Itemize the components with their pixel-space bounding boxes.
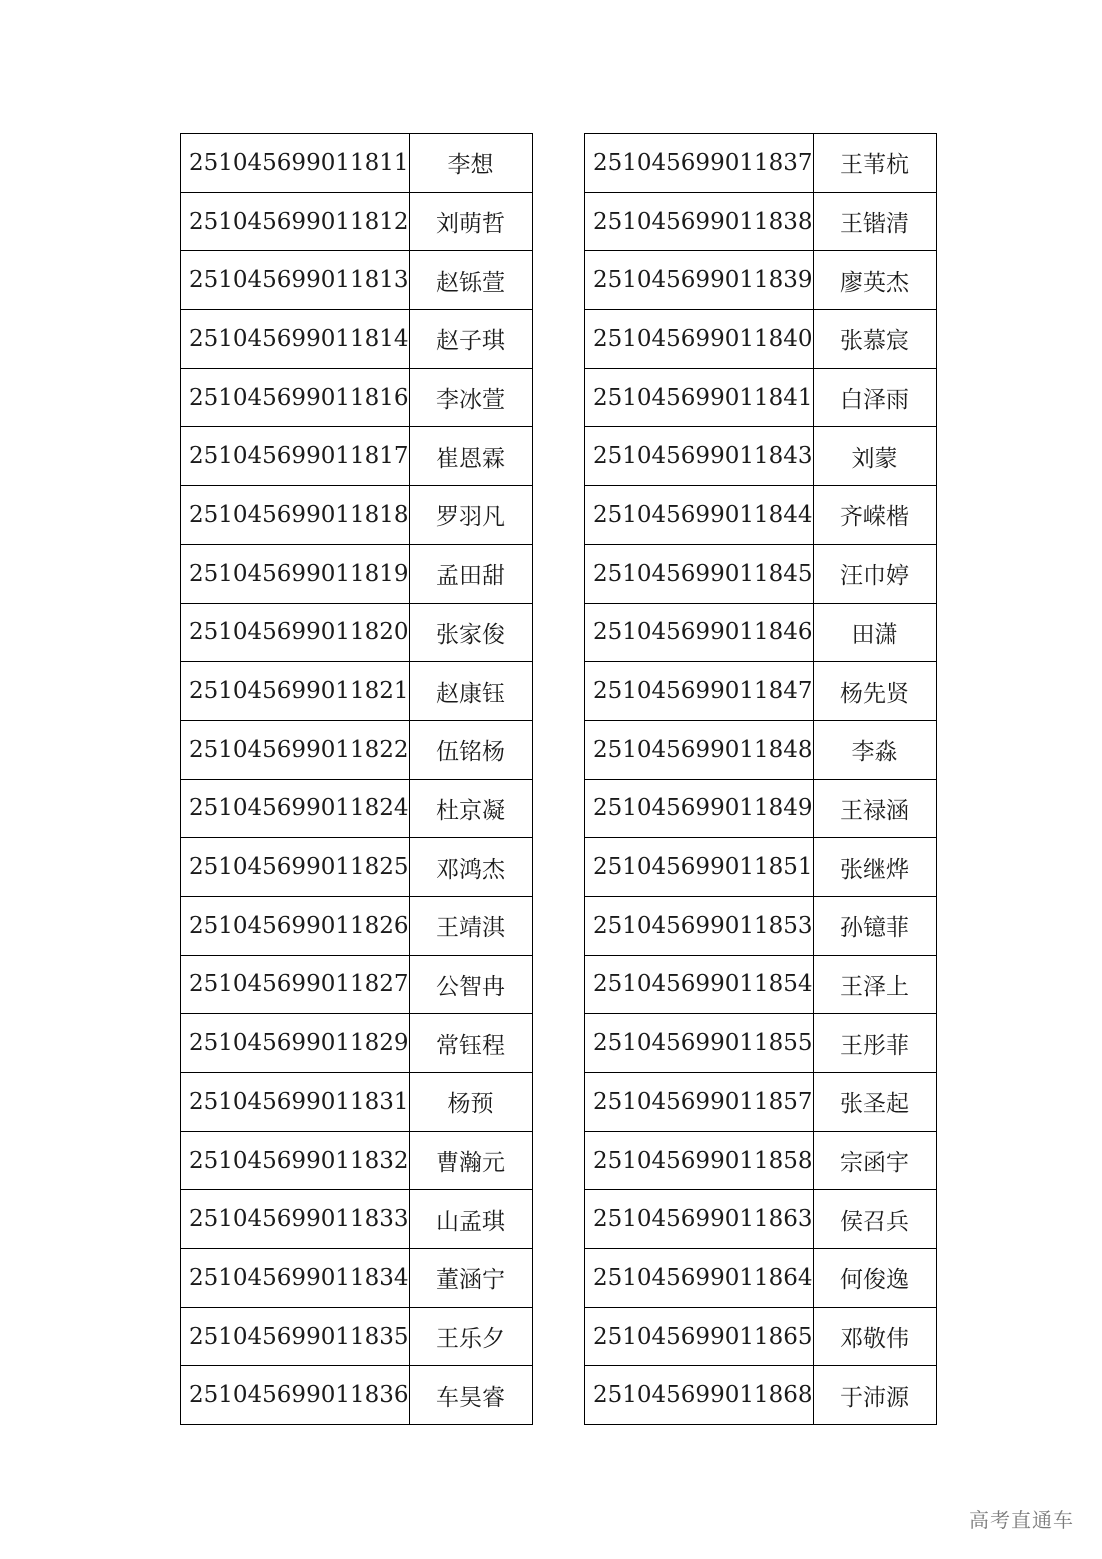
table-row	[585, 251, 937, 310]
candidate-id-cell: 251045699011817	[181, 427, 410, 486]
table-row	[585, 1014, 937, 1073]
candidate-id-cell: 251045699011822	[181, 720, 410, 779]
candidate-id-cell: 251045699011838	[585, 192, 814, 251]
candidate-name-cell: 赵铄萱	[409, 251, 532, 310]
candidate-name-cell: 齐嵘楷	[813, 486, 936, 545]
table-row	[585, 1131, 937, 1190]
table-row	[181, 779, 533, 838]
table-row	[585, 779, 937, 838]
candidate-id-cell: 251045699011853	[585, 896, 814, 955]
candidate-name-cell: 汪巾婷	[813, 544, 936, 603]
candidate-name-cell: 李想	[409, 134, 532, 193]
candidate-id-cell: 251045699011819	[181, 544, 410, 603]
candidate-id-cell: 251045699011864	[585, 1249, 814, 1308]
table-row	[585, 1366, 937, 1425]
candidate-id-cell: 251045699011827	[181, 955, 410, 1014]
table-row	[585, 192, 937, 251]
table-row	[585, 955, 937, 1014]
candidate-name-cell: 王泽上	[813, 955, 936, 1014]
table-row	[181, 486, 533, 545]
table-row	[181, 838, 533, 897]
candidate-name-cell: 宗函宇	[813, 1131, 936, 1190]
candidate-name-cell: 山孟琪	[409, 1190, 532, 1249]
candidate-name-cell: 曹瀚元	[409, 1131, 532, 1190]
candidate-name-cell: 廖英杰	[813, 251, 936, 310]
table-row	[181, 1073, 533, 1132]
candidate-name-cell: 常钰程	[409, 1014, 532, 1073]
table-row	[585, 134, 937, 193]
roster-table-right	[584, 133, 937, 1425]
table-row	[181, 720, 533, 779]
candidate-name-cell: 杜京凝	[409, 779, 532, 838]
candidate-id-cell: 251045699011844	[585, 486, 814, 545]
candidate-name-cell: 刘蒙	[813, 427, 936, 486]
candidate-name-cell: 杨预	[409, 1073, 532, 1132]
candidate-name-cell: 于沛源	[813, 1366, 936, 1425]
candidate-name-cell: 李淼	[813, 720, 936, 779]
candidate-name-cell: 王靖淇	[409, 896, 532, 955]
candidate-id-cell: 251045699011824	[181, 779, 410, 838]
candidate-id-cell: 251045699011843	[585, 427, 814, 486]
watermark-text: 高考直通车	[969, 1508, 1074, 1532]
table-row	[181, 955, 533, 1014]
candidate-id-cell: 251045699011854	[585, 955, 814, 1014]
candidate-id-cell: 251045699011820	[181, 603, 410, 662]
table-row	[181, 1014, 533, 1073]
candidate-name-cell: 张家俊	[409, 603, 532, 662]
table-row	[181, 1190, 533, 1249]
table-row	[585, 1307, 937, 1366]
candidate-id-cell: 251045699011841	[585, 368, 814, 427]
candidate-id-cell: 251045699011858	[585, 1131, 814, 1190]
table-row	[181, 368, 533, 427]
table-row	[181, 662, 533, 721]
candidate-name-cell: 孟田甜	[409, 544, 532, 603]
candidate-id-cell: 251045699011818	[181, 486, 410, 545]
table-row	[181, 134, 533, 193]
candidate-name-cell: 赵子琪	[409, 310, 532, 369]
candidate-name-cell: 侯召兵	[813, 1190, 936, 1249]
table-row	[181, 544, 533, 603]
table-row	[585, 838, 937, 897]
roster-table-left	[180, 133, 533, 1425]
candidate-name-cell: 张继烨	[813, 838, 936, 897]
roster-table-left-body	[181, 134, 533, 1425]
candidate-name-cell: 邓敬伟	[813, 1307, 936, 1366]
candidate-id-cell: 251045699011826	[181, 896, 410, 955]
candidate-name-cell: 赵康钰	[409, 662, 532, 721]
candidate-id-cell: 251045699011840	[585, 310, 814, 369]
table-row	[181, 1249, 533, 1308]
candidate-id-cell: 251045699011825	[181, 838, 410, 897]
table-row	[181, 896, 533, 955]
candidate-id-cell: 251045699011839	[585, 251, 814, 310]
candidate-name-cell: 董涵宁	[409, 1249, 532, 1308]
table-row	[585, 1190, 937, 1249]
candidate-id-cell: 251045699011811	[181, 134, 410, 193]
table-row	[585, 368, 937, 427]
candidate-id-cell: 251045699011848	[585, 720, 814, 779]
candidate-id-cell: 251045699011832	[181, 1131, 410, 1190]
candidate-id-cell: 251045699011863	[585, 1190, 814, 1249]
table-row	[181, 427, 533, 486]
candidate-name-cell: 罗羽凡	[409, 486, 532, 545]
candidate-id-cell: 251045699011868	[585, 1366, 814, 1425]
table-row	[181, 1131, 533, 1190]
table-row	[585, 603, 937, 662]
candidate-id-cell: 251045699011821	[181, 662, 410, 721]
table-row	[585, 486, 937, 545]
candidate-name-cell: 张慕宸	[813, 310, 936, 369]
table-row	[585, 427, 937, 486]
candidate-name-cell: 何俊逸	[813, 1249, 936, 1308]
candidate-id-cell: 251045699011829	[181, 1014, 410, 1073]
candidate-name-cell: 伍铭杨	[409, 720, 532, 779]
candidate-id-cell: 251045699011847	[585, 662, 814, 721]
table-row	[585, 896, 937, 955]
candidate-name-cell: 孙镱菲	[813, 896, 936, 955]
table-row	[585, 720, 937, 779]
candidate-id-cell: 251045699011865	[585, 1307, 814, 1366]
table-row	[585, 1073, 937, 1132]
candidate-id-cell: 251045699011813	[181, 251, 410, 310]
table-row	[181, 310, 533, 369]
table-row	[181, 192, 533, 251]
candidate-id-cell: 251045699011814	[181, 310, 410, 369]
candidate-id-cell: 251045699011857	[585, 1073, 814, 1132]
candidate-id-cell: 251045699011849	[585, 779, 814, 838]
candidate-name-cell: 公智冉	[409, 955, 532, 1014]
candidate-name-cell: 王乐夕	[409, 1307, 532, 1366]
candidate-name-cell: 田潇	[813, 603, 936, 662]
candidate-name-cell: 李冰萱	[409, 368, 532, 427]
table-row	[585, 310, 937, 369]
table-row	[585, 662, 937, 721]
candidate-id-cell: 251045699011845	[585, 544, 814, 603]
candidate-name-cell: 王禄涵	[813, 779, 936, 838]
candidate-id-cell: 251045699011835	[181, 1307, 410, 1366]
candidate-name-cell: 刘萌哲	[409, 192, 532, 251]
candidate-id-cell: 251045699011851	[585, 838, 814, 897]
candidate-name-cell: 白泽雨	[813, 368, 936, 427]
candidate-name-cell: 崔恩霖	[409, 427, 532, 486]
table-row	[585, 544, 937, 603]
candidate-name-cell: 王彤菲	[813, 1014, 936, 1073]
candidate-name-cell: 杨先贤	[813, 662, 936, 721]
table-row	[181, 1366, 533, 1425]
candidate-id-cell: 251045699011812	[181, 192, 410, 251]
candidate-name-cell: 王苇杭	[813, 134, 936, 193]
candidate-id-cell: 251045699011834	[181, 1249, 410, 1308]
candidate-id-cell: 251045699011855	[585, 1014, 814, 1073]
table-row	[181, 603, 533, 662]
candidate-id-cell: 251045699011836	[181, 1366, 410, 1425]
roster-table-right-body	[585, 134, 937, 1425]
candidate-id-cell: 251045699011816	[181, 368, 410, 427]
table-row	[181, 251, 533, 310]
candidate-name-cell: 张圣起	[813, 1073, 936, 1132]
candidate-id-cell: 251045699011837	[585, 134, 814, 193]
table-row	[585, 1249, 937, 1308]
table-row	[181, 1307, 533, 1366]
candidate-name-cell: 王锴清	[813, 192, 936, 251]
candidate-id-cell: 251045699011833	[181, 1190, 410, 1249]
candidate-id-cell: 251045699011846	[585, 603, 814, 662]
candidate-name-cell: 邓鸿杰	[409, 838, 532, 897]
candidate-id-cell: 251045699011831	[181, 1073, 410, 1132]
candidate-name-cell: 车昊睿	[409, 1366, 532, 1425]
